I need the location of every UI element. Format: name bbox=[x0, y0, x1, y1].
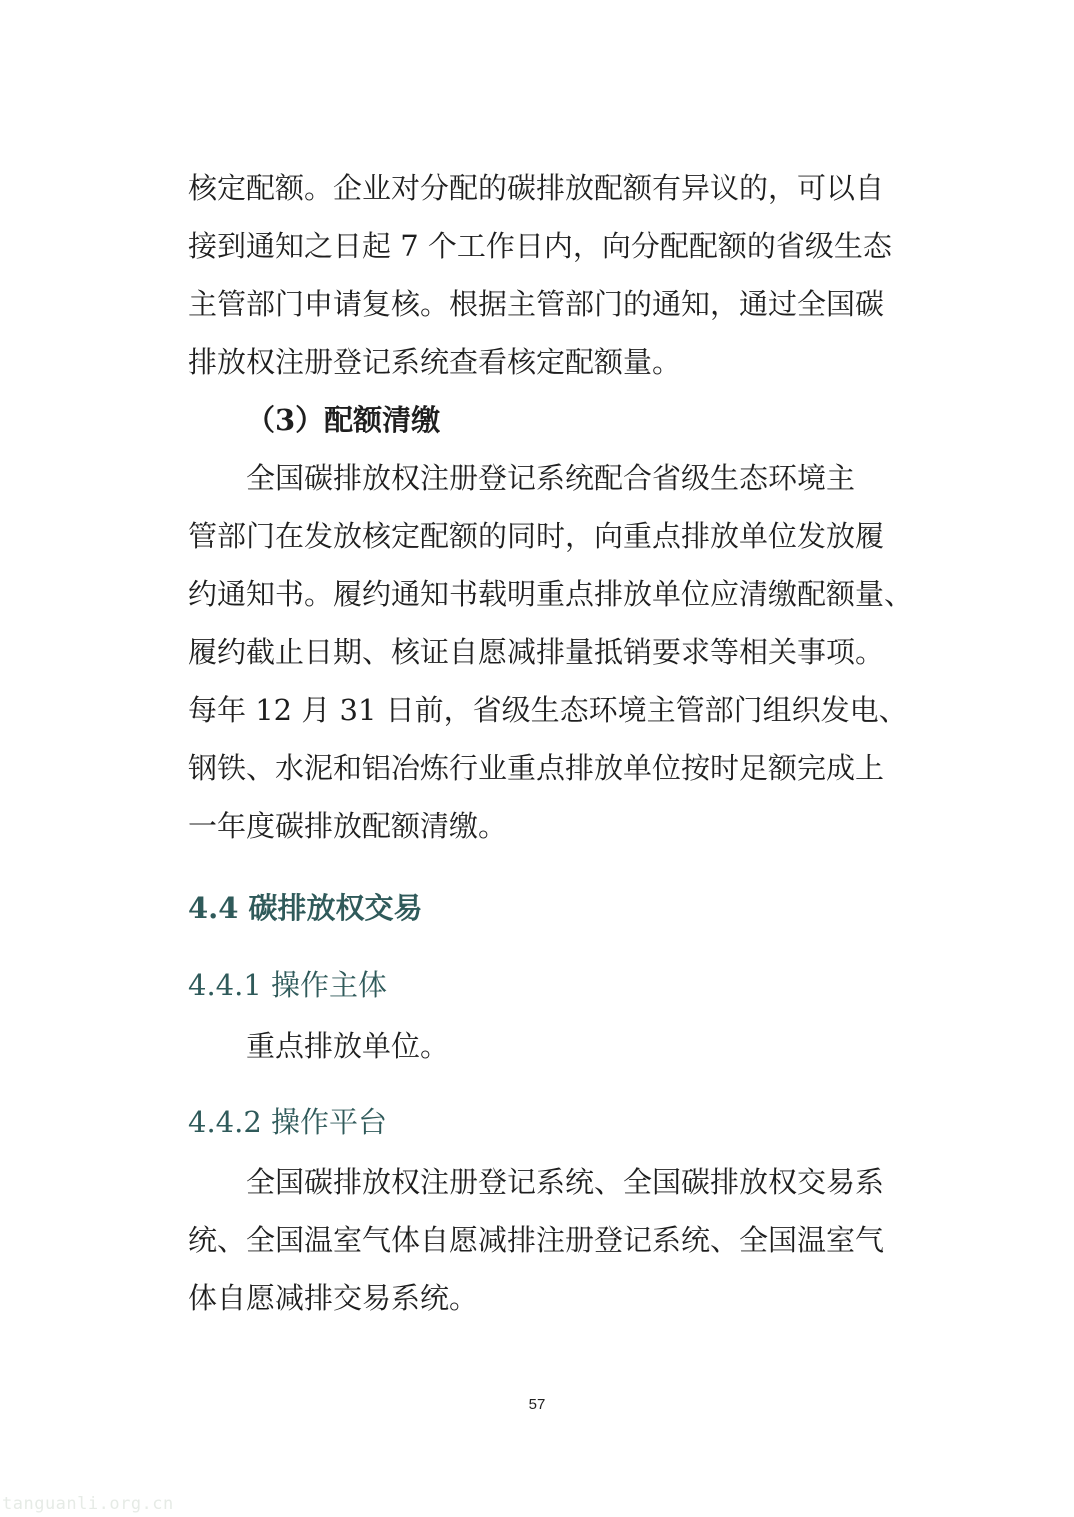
paragraph-line: 钢铁、水泥和铝冶炼行业重点排放单位按时足额完成上 bbox=[188, 751, 885, 785]
subsection-heading: 4.4.2 操作平台 bbox=[188, 1105, 388, 1139]
paragraph-line: 每年 12 月 31 日前，省级生态环境主管部门组织发电、 bbox=[188, 693, 908, 727]
paragraph-line: 接到通知之日起 7 个工作日内，向分配配额的省级生态 bbox=[188, 229, 892, 263]
paragraph-line: 全国碳排放权注册登记系统配合省级生态环境主 bbox=[246, 461, 856, 495]
subheading: （3）配额清缴 bbox=[246, 403, 441, 437]
paragraph-line: 重点排放单位。 bbox=[246, 1029, 450, 1063]
paragraph-line: 主管部门申请复核。根据主管部门的通知，通过全国碳 bbox=[188, 287, 885, 321]
paragraph-line: 体自愿减排交易系统。 bbox=[188, 1281, 479, 1315]
paragraph-line: 一年度碳排放配额清缴。 bbox=[188, 809, 508, 843]
paragraph-line: 约通知书。履约通知书载明重点排放单位应清缴配额量、 bbox=[188, 577, 914, 611]
section-heading: 4.4 碳排放权交易 bbox=[188, 891, 423, 925]
page-number: 57 bbox=[528, 1396, 546, 1413]
paragraph-line: 全国碳排放权注册登记系统、全国碳排放权交易系 bbox=[246, 1165, 885, 1199]
watermark: tanguanli.org.cn bbox=[2, 1494, 174, 1514]
paragraph-line: 管部门在发放核定配额的同时，向重点排放单位发放履 bbox=[188, 519, 885, 553]
paragraph-line: 统、全国温室气体自愿减排注册登记系统、全国温室气 bbox=[188, 1223, 885, 1257]
paragraph-line: 排放权注册登记系统查看核定配额量。 bbox=[188, 345, 682, 379]
paragraph-line: 履约截止日期、核证自愿减排量抵销要求等相关事项。 bbox=[188, 635, 885, 669]
paragraph-line: 核定配额。企业对分配的碳排放配额有异议的，可以自 bbox=[188, 171, 885, 205]
subsection-heading: 4.4.1 操作主体 bbox=[188, 968, 388, 1002]
